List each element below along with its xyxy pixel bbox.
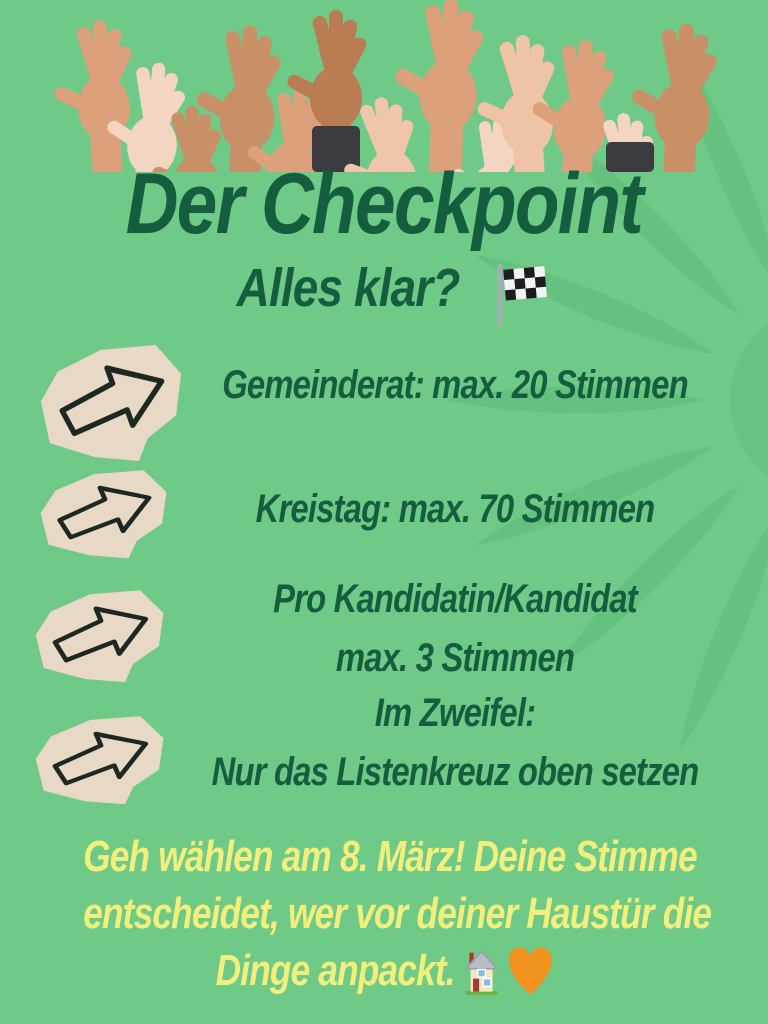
page-title-text: Der Checkpoint bbox=[125, 156, 643, 252]
checkered-flag-icon bbox=[491, 260, 551, 332]
checkpoint-text: Im Zweifel: bbox=[374, 691, 536, 735]
cta-line-text: Dinge anpackt. bbox=[215, 946, 455, 995]
cta-line: Geh wählen am 8. März! Deine Stimme bbox=[83, 832, 697, 881]
checkpoint-kandidaten bbox=[150, 570, 760, 688]
call-to-action bbox=[8, 828, 760, 999]
orange-heart-icon bbox=[509, 947, 552, 995]
checkpoint-listenkreuz bbox=[150, 684, 760, 802]
checkpoint-text: Pro Kandidatin/Kandidat bbox=[273, 577, 637, 621]
subtitle bbox=[0, 258, 768, 332]
checkpoint-text: Kreistag: max. 70 Stimmen bbox=[255, 487, 655, 531]
cta-line bbox=[83, 942, 685, 999]
cta-line: entscheidet, wer vor deiner Haustür die bbox=[83, 889, 712, 938]
house-icon bbox=[461, 946, 503, 996]
checkpoint-text: Gemeinderat: max. 20 Stimmen bbox=[222, 363, 688, 407]
arrow-icon bbox=[33, 588, 167, 686]
page-title bbox=[0, 156, 768, 252]
arrow-icon bbox=[33, 714, 167, 808]
subtitle-text: Alles klar? bbox=[236, 258, 460, 318]
checkpoint-kreistag bbox=[150, 480, 760, 539]
checkpoint-gemeinderat bbox=[150, 356, 760, 415]
checkpoint-text: Nur das Listenkreuz oben setzen bbox=[211, 750, 699, 794]
raised-hands-image bbox=[0, 0, 768, 172]
checkpoint-text: max. 3 Stimmen bbox=[335, 636, 575, 680]
